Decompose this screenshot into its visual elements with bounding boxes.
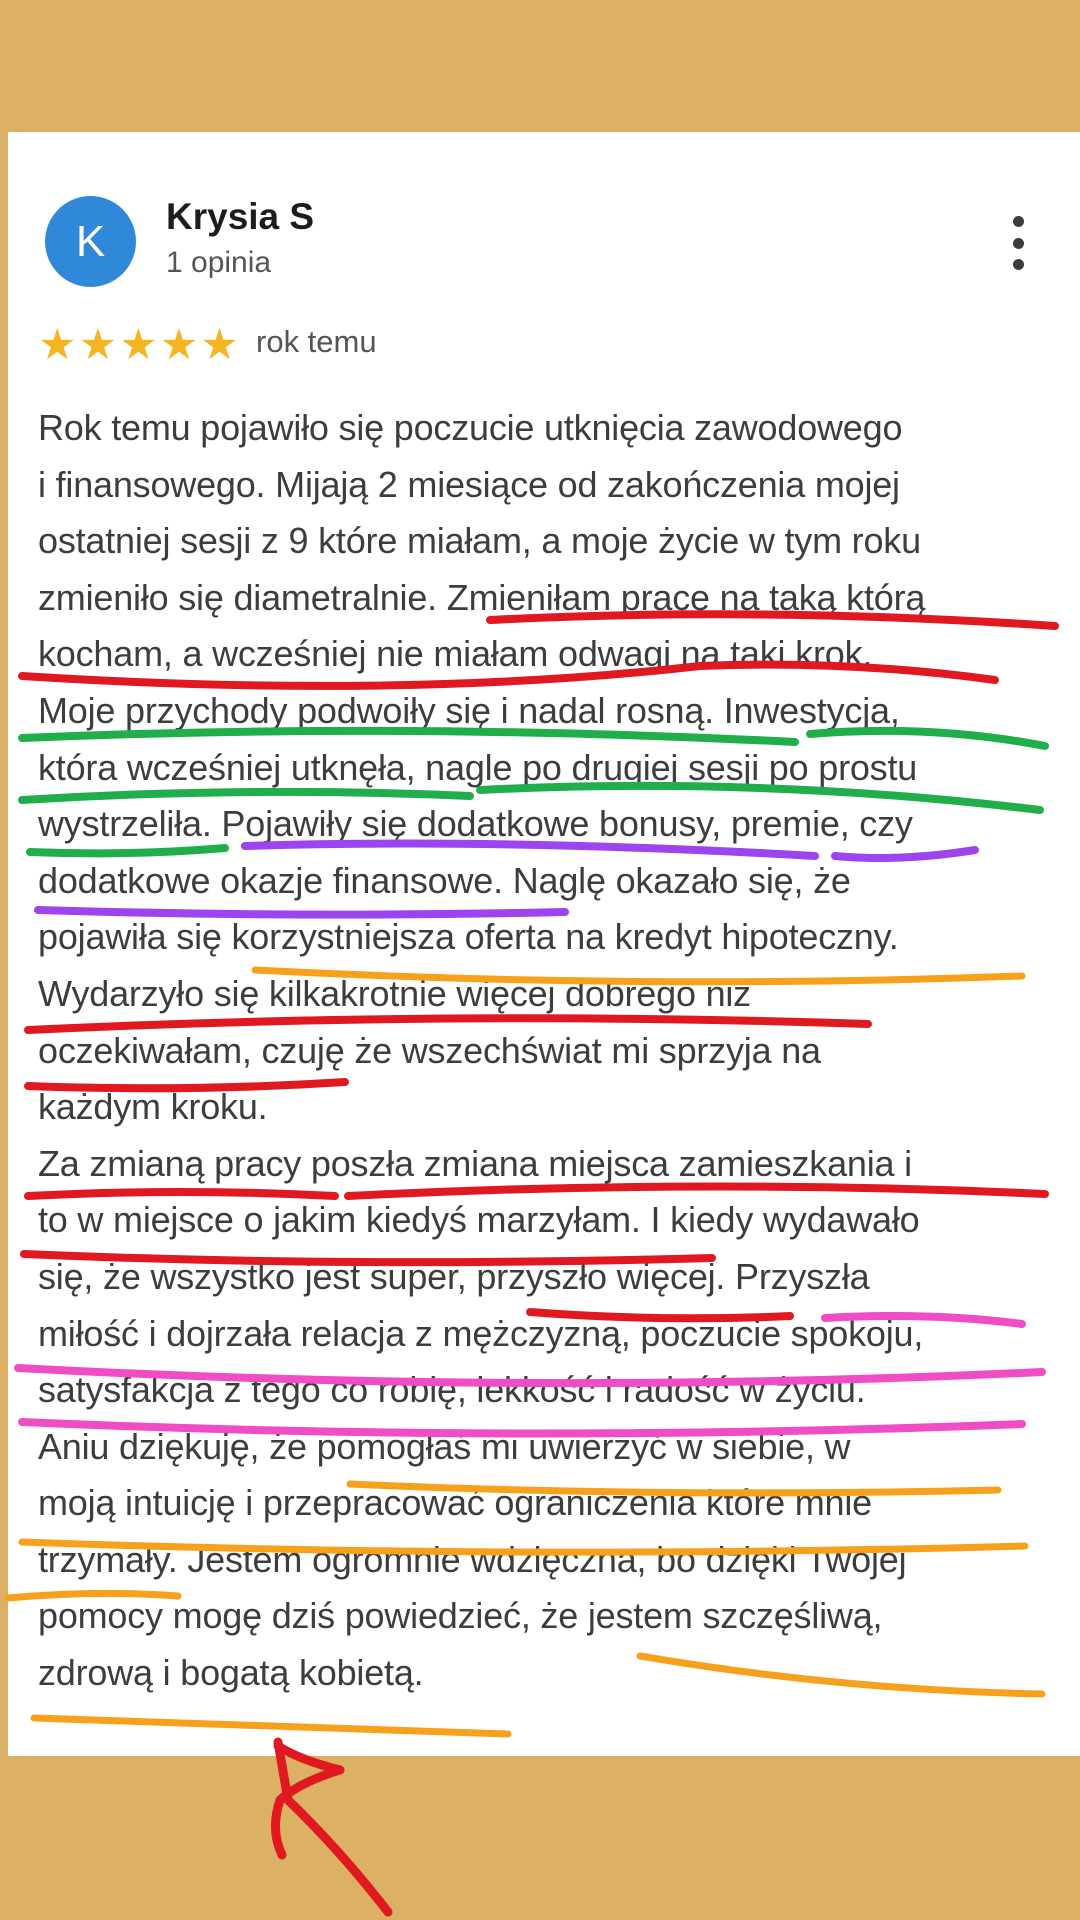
- review-line: satysfakcja z tego co robię, lekkość i radość w życiu.: [38, 1369, 866, 1411]
- review-line: Moje przychody podwoiły się i nadal rosną. Inwestycja,: [38, 689, 900, 731]
- review-line: ostatniej sesji z 9 które miałam, a moje życie w tym roku: [38, 520, 921, 562]
- review-line: się, że wszystko jest super, przyszło więcej. Przyszła: [38, 1255, 870, 1297]
- review-line: miłość i dojrzała relacja z mężczyzną, poczucie spokoju,: [38, 1312, 924, 1354]
- star-icon: ★: [159, 321, 199, 369]
- more-vert-icon: [1013, 238, 1024, 249]
- review-line: Wydarzyło się kilkakrotnie więcej dobrego niż: [38, 972, 751, 1014]
- review-line: Aniu dziękuję, że pomogłaś mi uwierzyć w siebie, w: [38, 1425, 851, 1467]
- review-line: i finansowego. Mijają 2 miesiące od zakończenia mojej: [38, 463, 900, 505]
- review-line: Rok temu pojawiło się poczucie utknięcia zawodowego: [38, 407, 903, 448]
- review-text: [38, 400, 1078, 1702]
- star-icon: ★: [38, 321, 77, 369]
- star-rating: [38, 322, 239, 368]
- star-icon: ★: [200, 321, 239, 369]
- review-line: każdym kroku.: [38, 1086, 268, 1128]
- review-line: to w miejsce o jakim kiedyś marzyłam. I kiedy wydawało: [38, 1199, 920, 1241]
- author-review-count: 1 opinia: [166, 246, 272, 279]
- review-line: moją intuicję i przepracować ograniczenia które mnie: [38, 1482, 873, 1524]
- more-options-button[interactable]: [1006, 216, 1030, 270]
- avatar[interactable]: K: [45, 196, 136, 287]
- review-card: [8, 132, 1080, 1756]
- review-line: oczekiwałam, czuję że wszechświat mi sprzyja na: [38, 1029, 821, 1071]
- review-line: Za zmianą pracy poszła zmiana miejsca zamieszkania i: [38, 1142, 912, 1184]
- star-icon: ★: [119, 321, 158, 369]
- hand-drawn-arrow-icon: [275, 1742, 388, 1912]
- review-date: rok temu: [256, 324, 377, 359]
- review-line: dodatkowe okazje finansowe. Naglę okazało się, że: [38, 859, 851, 901]
- review-line: zmieniło się diametralnie. Zmieniłam pracę na taką którą: [38, 576, 926, 618]
- review-line: pojawiła się korzystniejsza oferta na kredyt hipoteczny.: [38, 916, 899, 958]
- review-line: która wcześniej utknęła, nagle po drugiej sesji po prostu: [38, 746, 918, 788]
- review-line: pomocy mogę dziś powiedzieć, że jestem szczęśliwą,: [38, 1595, 883, 1637]
- more-vert-icon: [1013, 259, 1024, 270]
- more-vert-icon: [1013, 216, 1024, 227]
- review-line: wystrzeliła. Pojawiły się dodatkowe bonusy, premie, czy: [38, 803, 913, 845]
- review-line: trzymały. Jestem ogromnie wdzięczna, bo dzięki Twojej: [38, 1538, 907, 1580]
- author-name[interactable]: Krysia S: [166, 196, 315, 237]
- star-icon: ★: [78, 321, 118, 369]
- review-line: kocham, a wcześniej nie miałam odwagi na taki krok.: [38, 633, 873, 675]
- review-line: zdrową i bogatą kobietą.: [38, 1652, 424, 1694]
